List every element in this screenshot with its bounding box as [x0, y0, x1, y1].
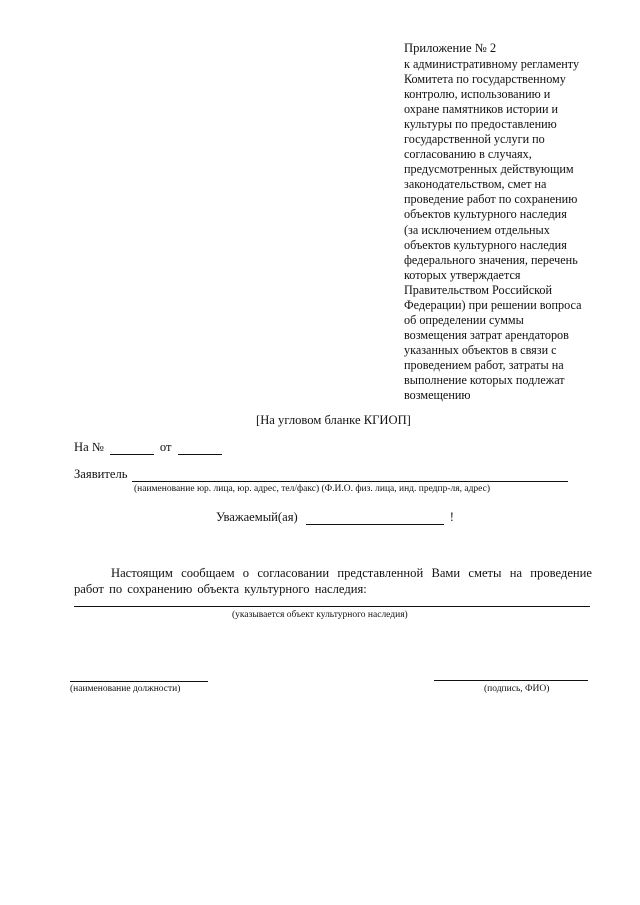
appendix-line: государственной услуги по	[404, 132, 545, 147]
signature-hint: (подпись, ФИО)	[484, 684, 550, 694]
appendix-line: (за исключением отдельных	[404, 222, 550, 237]
appendix-line: Федерации) при решении вопроса	[404, 297, 582, 312]
appendix-line: возмещения затрат арендаторов	[404, 327, 569, 342]
appendix-line: к административному регламенту	[404, 57, 580, 71]
greeting-name-field[interactable]	[306, 513, 444, 525]
position-field[interactable]	[70, 681, 208, 682]
appendix-line: указанных объектов в связи с	[404, 342, 557, 357]
reference-number-label: На №	[74, 440, 104, 454]
heritage-object-field[interactable]	[74, 606, 590, 607]
reference-number-field[interactable]	[110, 443, 154, 455]
appendix-line: возмещению	[404, 388, 471, 403]
appendix-block	[404, 40, 604, 403]
reference-date-label: от	[159, 440, 172, 454]
appendix-line: проведение работ по сохранению	[404, 192, 578, 207]
heritage-hint: (указывается объект культурного наследия)	[232, 610, 408, 620]
appendix-line: Комитета по государственному	[404, 72, 566, 87]
appendix-line: выполнение которых подлежат	[404, 372, 565, 387]
appendix-line: предусмотренных действующим	[404, 162, 574, 177]
appendix-line: законодательством, смет на	[404, 177, 547, 192]
appendix-line: которых утверждается	[404, 267, 521, 282]
applicant-field[interactable]	[132, 470, 568, 482]
appendix-line: объектов культурного наследия	[404, 207, 567, 222]
signature-field[interactable]	[434, 680, 588, 681]
appendix-line: проведением работ, затраты на	[404, 357, 564, 372]
reference-line	[74, 440, 222, 455]
letterhead-note: [На угловом бланке КГИОП]	[256, 413, 411, 427]
greeting-suffix: !	[449, 510, 454, 524]
appendix-line: культуры по предоставлению	[404, 117, 557, 132]
reference-date-field[interactable]	[178, 443, 222, 455]
appendix-line: федерального значения, перечень	[404, 252, 578, 267]
appendix-title: Приложение № 2	[404, 41, 497, 55]
body-paragraph: Настоящим сообщаем о согласовании представленной Вами сметы на проведение работ по сохранению объекта культурного наследия:	[74, 566, 592, 596]
appendix-line: согласованию в случаях,	[404, 147, 532, 162]
applicant-label: Заявитель	[74, 467, 128, 481]
greeting-line	[216, 510, 454, 525]
applicant-line	[74, 467, 568, 482]
appendix-line: Правительством Российской	[404, 282, 553, 297]
applicant-hint: (наименование юр. лица, юр. адрес, тел/факс) (Ф.И.О. физ. лица, инд. предпр-ля, адрес)	[134, 484, 490, 494]
appendix-text	[404, 57, 604, 403]
appendix-line: охране памятников истории и	[404, 102, 559, 117]
appendix-line: контролю, использованию и	[404, 87, 551, 102]
appendix-line: объектов культурного наследия	[404, 237, 567, 252]
position-hint: (наименование должности)	[70, 684, 181, 694]
appendix-line: об определении суммы	[404, 312, 524, 327]
greeting-label: Уважаемый(ая)	[216, 510, 298, 524]
